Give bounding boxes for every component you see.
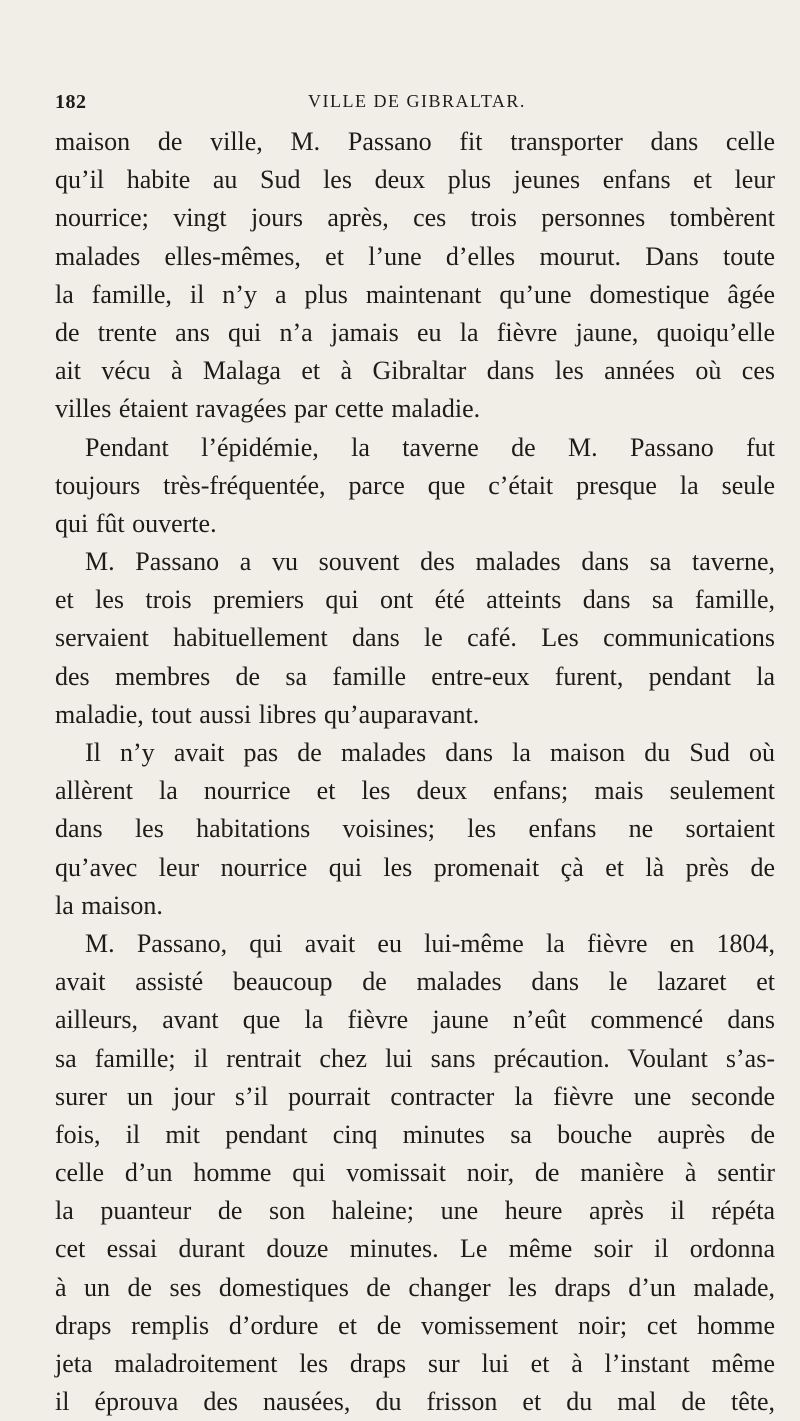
text-line: des membres de sa famille entre-eux furent, pendant la — [55, 661, 775, 691]
text-line: fois, il mit pendant cinq minutes sa bouche auprès de — [55, 1119, 775, 1149]
text-line: ait vécu à Malaga et à Gibraltar dans les années où ces — [55, 356, 775, 386]
text-line: nourrice; vingt jours après, ces trois personnes tombèrent — [55, 203, 775, 233]
body-text — [55, 123, 775, 1421]
text-line: de trente ans qui n’a jamais eu la fièvre jaune, quoiqu’elle — [55, 317, 775, 347]
text-line: ailleurs, avant que la fièvre jaune n’eût commencé dans — [55, 1005, 775, 1035]
text-line: M. Passano a vu souvent des malades dans sa taverne, — [85, 547, 775, 577]
text-line: et les trois premiers qui ont été atteints dans sa famille, — [55, 585, 775, 615]
text-line: à un de ses domestiques de changer les draps d’un malade, — [55, 1272, 775, 1302]
text-line: toujours très-fréquentée, parce que c’était presque la seule — [55, 470, 775, 500]
text-line: qu’il habite au Sud les deux plus jeunes enfans et leur — [55, 165, 775, 195]
text-line: Pendant l’épidémie, la taverne de M. Passano fut — [85, 432, 775, 462]
text-line: avait assisté beaucoup de malades dans le lazaret et — [55, 967, 775, 997]
text-line: la famille, il n’y a plus maintenant qu’une domestique âgée — [55, 279, 775, 309]
text-line: dans les habitations voisines; les enfans ne sortaient — [55, 814, 775, 844]
text-line: qu’avec leur nourrice qui les promenait çà et là près de — [55, 852, 775, 882]
text-line: allèrent la nourrice et les deux enfans; mais seulement — [55, 776, 775, 806]
page-number: 182 — [55, 91, 87, 113]
text-line: Il n’y avait pas de malades dans la maison du Sud où — [85, 738, 775, 767]
text-line: maison de ville, M. Passano fit transporter dans celle — [55, 127, 775, 156]
text-line: qui fût ouverte. — [55, 508, 217, 538]
text-line: sa famille; il rentrait chez lui sans précaution. Voulant s’as- — [55, 1043, 775, 1073]
text-line: cet essai durant douze minutes. Le même soir il ordonna — [55, 1234, 775, 1264]
text-line: malades elles-mêmes, et l’une d’elles mourut. Dans toute — [55, 241, 775, 271]
text-line: surer un jour s’il pourrait contracter la fièvre une seconde — [55, 1081, 775, 1111]
text-line: M. Passano, qui avait eu lui-même la fièvre en 1804, — [85, 928, 775, 958]
text-line: draps remplis d’ordure et de vomissement noir; cet homme — [55, 1310, 775, 1340]
running-title: VILLE DE GIBRALTAR. — [308, 91, 526, 111]
text-line: jeta maladroitement les draps sur lui et à l’instant même — [55, 1349, 775, 1378]
running-head — [55, 91, 775, 115]
text-line: celle d’un homme qui vomissait noir, de manière à sentir — [55, 1158, 775, 1188]
text-line: maladie, tout aussi libres qu’auparavant. — [55, 699, 480, 729]
text-line: servaient habituellement dans le café. Les communications — [55, 623, 775, 653]
text-line: il éprouva des nausées, du frisson et du mal de tête, — [55, 1387, 775, 1417]
text-line: la maison. — [55, 890, 163, 920]
text-line: villes étaient ravagées par cette maladie. — [55, 394, 481, 424]
text-line: la puanteur de son haleine; une heure après il répéta — [55, 1196, 775, 1226]
